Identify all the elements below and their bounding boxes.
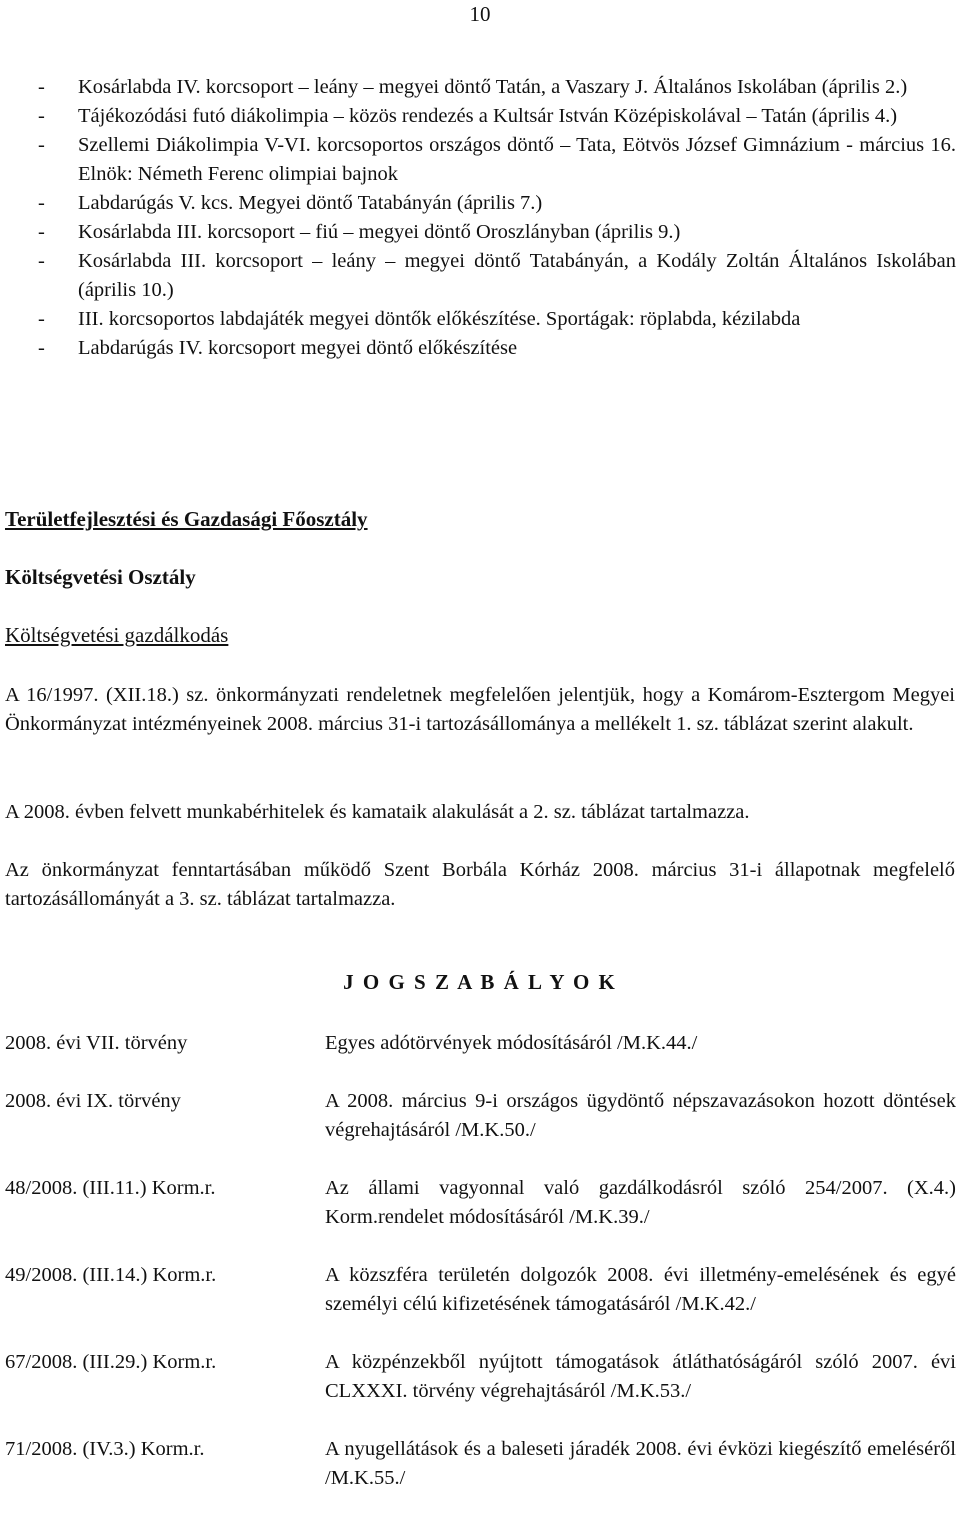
- law-code: 49/2008. (III.14.) Korm.r.: [5, 1264, 217, 1286]
- list-item-text: Tájékozódási futó diákolimpia – közös rendezés a Kultsár István Középiskolával – Tatán (április 4.): [78, 105, 898, 127]
- list-item-text: Labdarúgás IV. korcsoport megyei döntő előkészítése: [78, 337, 518, 359]
- list-item: [38, 334, 956, 363]
- law-title: A 2008. március 9-i országos ügydöntő népszavazásokon hozott döntések végrehajtásáról /M.K.50./: [325, 1090, 956, 1141]
- laws-heading: J O G S Z A B Á L Y O K: [343, 970, 617, 994]
- list-dash: -: [38, 134, 45, 156]
- list-item: [38, 131, 956, 189]
- page-number: 10: [469, 2, 491, 26]
- subsection-heading: Költségvetési gazdálkodás: [5, 623, 229, 647]
- list-item: [38, 102, 956, 131]
- law-title: Az állami vagyonnal való gazdálkodásról szóló 254/2007. (X.4.) Korm.rendelet módosításáról /M.K.39./: [325, 1177, 956, 1228]
- list-item-text: Kosárlabda III. korcsoport – leány – megyei döntő Tatabányán, a Kodály Zoltán Általános Iskolában (április 10.): [78, 250, 956, 301]
- law-code: 67/2008. (III.29.) Korm.r.: [5, 1351, 217, 1373]
- list-item: [38, 189, 956, 218]
- law-row: [5, 1261, 956, 1319]
- law-row: [5, 1348, 956, 1406]
- list-item-text: Kosárlabda IV. korcsoport – leány – megyei döntő Tatán, a Vaszary J. Általános Iskolában (április 2.): [78, 76, 908, 98]
- law-code: 48/2008. (III.11.) Korm.r.: [5, 1177, 216, 1199]
- list-item-text: III. korcsoportos labdajáték megyei döntők előkészítése. Sportágak: röplabda, kézilabda: [78, 308, 801, 330]
- event-list: [38, 73, 956, 363]
- list-dash: -: [38, 105, 45, 127]
- list-item: [38, 247, 956, 305]
- office-heading: Költségvetési Osztály: [5, 565, 196, 589]
- list-dash: -: [38, 250, 45, 272]
- list-item: [38, 218, 956, 247]
- law-title: A közszféra területén dolgozók 2008. évi illetmény-emelésének és egyé személyi célú kifizetésének támogatásáról /M.K.42./: [325, 1264, 956, 1315]
- law-row: [5, 1087, 956, 1145]
- list-item: [38, 73, 956, 102]
- list-dash: -: [38, 76, 45, 98]
- list-item-text: Kosárlabda III. korcsoport – fiú – megyei döntő Oroszlányban (április 9.): [78, 221, 681, 243]
- law-code: 71/2008. (IV.3.) Korm.r.: [5, 1438, 205, 1460]
- list-dash: -: [38, 337, 45, 359]
- law-code: 2008. évi VII. törvény: [5, 1032, 188, 1054]
- law-title: Egyes adótörvények módosításáról /M.K.44./: [325, 1032, 698, 1054]
- list-dash: -: [38, 308, 45, 330]
- law-code: 2008. évi IX. törvény: [5, 1090, 181, 1112]
- paragraph: A 2008. évben felvett munkabérhitelek és kamataik alakulását a 2. sz. táblázat tartalmazza.: [5, 801, 750, 823]
- paragraph: Az önkormányzat fenntartásában működő Szent Borbála Kórház 2008. március 31-i állapotnak megfelelő tartozásállományát a 3. sz. táblázat tartalmazza.: [5, 859, 955, 910]
- law-row: [5, 1435, 956, 1493]
- list-item-text: Szellemi Diákolimpia V-VI. korcsoportos országos döntő – Tata, Eötvös József Gimnázium - március 16. Elnök: Németh Ferenc olimpiai bajnok: [78, 134, 956, 185]
- law-title: A nyugellátások és a baleseti járadék 2008. évi évközi kiegészítő emeléséről /M.K.55./: [325, 1438, 956, 1489]
- law-title: A közpénzekből nyújtott támogatások átláthatóságáról szóló 2007. évi CLXXXI. törvény végrehajtásáról /M.K.53./: [325, 1351, 956, 1402]
- list-dash: -: [38, 192, 45, 214]
- list-dash: -: [38, 221, 45, 243]
- law-row: [5, 1029, 956, 1058]
- laws-list: [5, 1029, 956, 1522]
- law-row: [5, 1174, 956, 1232]
- paragraph: A 16/1997. (XII.18.) sz. önkormányzati rendeletnek megfelelően jelentjük, hogy a Komárom-Esztergom Megyei Önkormányzat intézményeinek 2008. március 31-i tartozásállománya a mellékelt 1. sz. táblázat szerint alakult.: [5, 684, 955, 735]
- list-item-text: Labdarúgás V. kcs. Megyei döntő Tatabányán (április 7.): [78, 192, 543, 214]
- list-item: [38, 305, 956, 334]
- department-heading: Területfejlesztési és Gazdasági Főosztály: [5, 507, 368, 531]
